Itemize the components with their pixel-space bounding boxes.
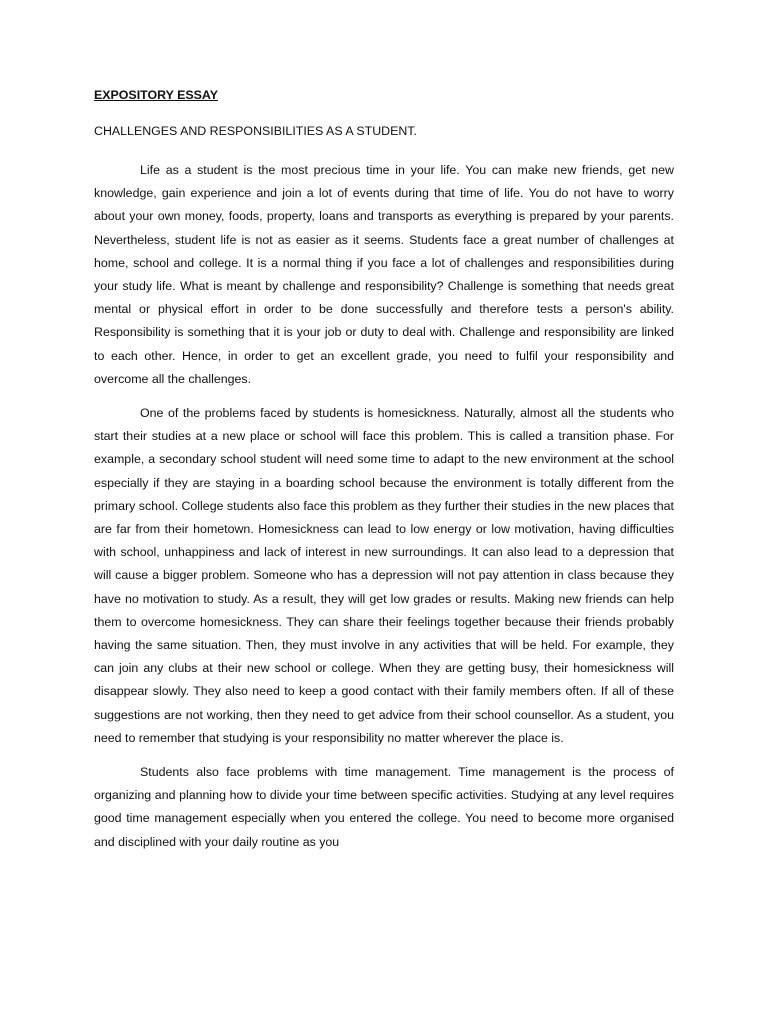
paragraph-time-management: Students also face problems with time management. Time management is the process of organizing and planning how to divide your time between specific activities. Studying at any level requires good time management especially when you entered the college. You need to become more organised and disciplined with your daily routine as you: [94, 765, 674, 849]
essay-body: [94, 88, 674, 865]
paragraph-introduction: Life as a student is the most precious time in your life. You can make new friends, get new knowledge, gain experience and join a lot of events during that time of life. You do not have to worry about your own money, foods, property, loans and transports as everything is prepared by your parents. Nevertheless, student life is not as easier as it seems. Students face a great number of challenges at home, school and college. It is a normal thing if you face a lot of challenges and responsibilities during your study life. What is meant by challenge and responsibility? Challenge is something that needs great mental or physical effort in order to be done successfully and therefore tests a person's ability. Responsibility is something that it is your job or duty to deal with. Challenge and responsibility are linked to each other. Hence, in order to get an excellent grade, you need to fulfil your responsibility and overcome all the challenges.: [94, 163, 674, 386]
paragraph-homesickness: One of the problems faced by students is homesickness. Naturally, almost all the students who start their studies at a new place or school will face this problem. This is called a transition phase. For example, a secondary school student will need some time to adapt to the new environment at the school especially if they are staying in a boarding school because the environment is totally different from the primary school. College students also face this problem as they further their studies in the new places that are far from their hometown. Homesickness can lead to low energy or low motivation, having difficulties with school, unhappiness and lack of interest in new surroundings. It can also lead to a depression that will cause a bigger problem. Someone who has a depression will not pay attention in class because they have no motivation to study. As a result, they will get low grades or results. Making new friends can help them to overcome homesickness. They can share their feelings together because their friends probably having the same situation. Then, they must involve in any activities that will be held. For example, they can join any clubs at their new school or college. When they are getting busy, their homesickness will disappear slowly. They also need to keep a good contact with their family members often. If all of these suggestions are not working, then they need to get advice from their school counsellor. As a student, you need to remember that studying is your responsibility no matter wherever the place is.: [94, 406, 674, 745]
essay-heading: EXPOSITORY ESSAY: [94, 88, 218, 102]
essay-title: CHALLENGES AND RESPONSIBILITIES AS A STUDENT.: [94, 124, 417, 138]
